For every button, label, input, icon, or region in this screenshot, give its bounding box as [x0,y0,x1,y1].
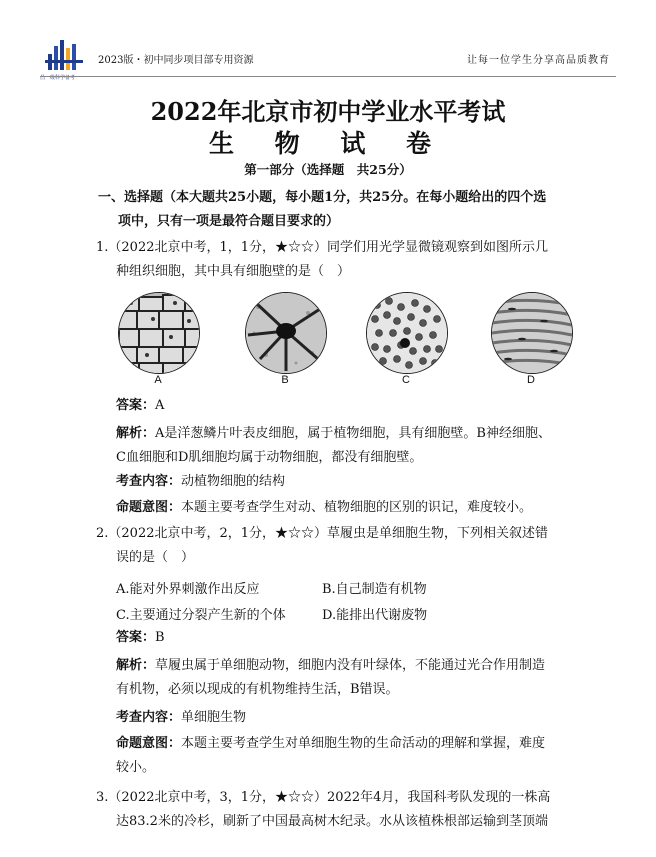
q2-option-a: A.能对外界刺激作出反应 [116,582,260,597]
q2-content [116,706,566,730]
answer-label: 答案： [116,630,156,645]
image-label-a: A [154,374,162,386]
part-heading: 第一部分（选择题 共25分） [244,162,412,177]
q2-analysis [116,654,566,702]
section-instructions [98,186,568,234]
question-3 [96,786,566,834]
section-line-2: 项中，只有一项是最符合题目要求的） [118,214,340,229]
intent-label: 命题意图： [116,736,182,751]
page-header [40,34,616,81]
q2-stem-line-2: 误的是（ ） [116,550,195,565]
content-label: 考查内容： [116,474,182,489]
q2-option-c: C.主要通过分裂产生新的个体 [116,608,286,623]
logo-caption: 昌一级科学备考 [40,75,76,81]
q3-stem-line-1: 3.（2022北京中考，3，1分，★☆☆）2022年4月，我国科考队发现的一株高 [96,790,551,805]
q1-stem-line-1: 1.（2022北京中考，1，1分，★☆☆）同学们用光学显微镜观察到如图所示几 [96,240,549,255]
question-2 [96,522,566,570]
content-text: 动植物细胞的结构 [181,474,286,489]
content-text: 单细胞生物 [181,710,247,725]
header-slogan: 让每一位学生分享高品质教育 [467,55,610,66]
q1-stem-line-2: 种组织细胞，其中具有细胞壁的是（ ） [116,264,351,279]
answer-value: A [155,398,165,413]
blood-cell-image [366,292,448,374]
q1-content [116,470,566,494]
analysis-text-1: A是洋葱鳞片叶表皮细胞，属于植物细胞，具有细胞壁。B神经细胞、 [155,426,551,441]
answer-label: 答案： [116,398,156,413]
q1-intent [116,496,566,520]
exam-subtitle: 生 物 试 卷 [208,129,448,158]
q3-stem-line-2: 达83.2米的冷杉，刷新了中国最高树木纪录。水从该植株根部运输到茎顶端 [116,814,548,829]
q2-option-b: B.自己制造有机物 [322,582,427,597]
question-1 [96,236,566,284]
q2-option-d: D.能排出代谢废物 [322,608,428,623]
muscle-cell-image [491,292,573,374]
answer-value: B [155,630,165,645]
q1-answer [116,394,566,418]
exam-title: 2022年北京市初中学业水平考试 [150,97,506,126]
analysis-text-2: C血细胞和D肌细胞均属于动物细胞，都没有细胞壁。 [116,450,423,465]
intent-text: 本题主要考查学生对动、植物细胞的区别的识记，难度较小。 [181,500,533,515]
q2-answer [116,626,566,650]
content-label: 考查内容： [116,710,182,725]
intent-text-2: 较小。 [116,760,156,775]
q1-analysis [116,422,566,470]
image-label-d: D [527,374,535,386]
nerve-cell-image [245,292,327,374]
intent-label: 命题意图： [116,500,182,515]
onion-cell-image [118,292,200,374]
image-label-c: C [402,374,410,386]
section-line-1: 一、选择题（本大题共25小题，每小题1分，共25分。在每小题给出的四个选 [98,190,547,205]
image-label-b: B [281,374,289,386]
publisher-logo [44,36,84,74]
intent-text-1: 本题主要考查学生对单细胞生物的生命活动的理解和掌握，难度 [181,736,546,751]
q2-intent [116,732,566,780]
analysis-label: 解析： [116,426,156,441]
header-divider [40,76,616,77]
analysis-text-2: 有机物，必须以现成的有机物维持生活，B错误。 [116,682,399,697]
q2-stem-line-1: 2.（2022北京中考，2，1分，★☆☆）草履虫是单细胞生物，下列相关叙述错 [96,526,549,541]
analysis-label: 解析： [116,658,156,673]
analysis-text-1: 草履虫属于单细胞动物，细胞内没有叶绿体，不能通过光合作用制造 [155,658,546,673]
header-resource-label: 2023版・初中同步项目部专用资源 [98,55,254,66]
